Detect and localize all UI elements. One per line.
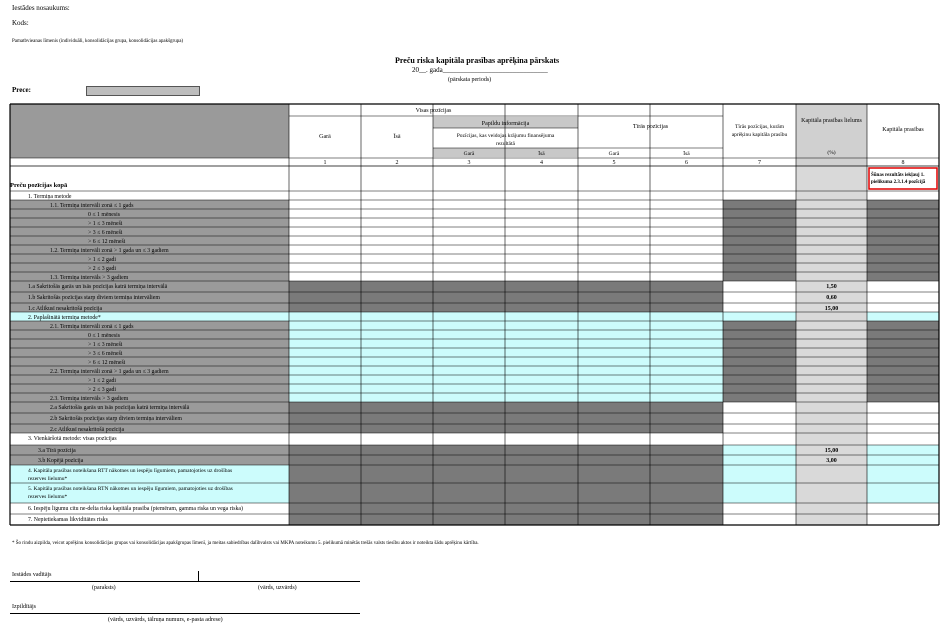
col-number: 6: [685, 160, 688, 166]
col-number: 1: [323, 160, 327, 166]
gray-block: [723, 200, 796, 281]
row-label: > 3 ≤ 6 mēneši: [88, 230, 123, 236]
rate-value: 3,00: [826, 458, 837, 464]
row-label: 1. Termiņa metode: [28, 194, 72, 200]
col-number: 4: [540, 160, 543, 166]
rate-column-body: [796, 166, 867, 525]
page-title: Preču riska kapitāla prasības aprēķina pārskats: [395, 56, 560, 65]
gray-label-fill: [10, 218, 289, 227]
gray-label-fill: [10, 357, 289, 366]
gray-block: [289, 281, 723, 312]
row-label: 2. Paplašinātā termiņa metode*: [28, 315, 101, 321]
header-label-fill: [10, 104, 289, 158]
row-label: 3.b Kopējā pozīcija: [38, 458, 84, 464]
row-label: rezerves lielumu*: [28, 476, 68, 482]
row-label: 3.a Tīrā pozīcija: [38, 448, 76, 454]
col-fin-positions-2: rezultātā: [496, 141, 515, 147]
col-net-capital-2: aprēķinu kapitāla prasību: [731, 132, 788, 138]
col-capital-requirement: Kapitāla prasības: [882, 127, 924, 133]
row-label: 2.3. Termiņa intervāls > 3 gadiem: [50, 396, 129, 402]
row-label: 1.c Atlikusī nesakritošā pozīcija: [28, 306, 103, 312]
col-number: 2: [395, 160, 399, 166]
gray-label-fill: [10, 236, 289, 245]
fin-subheader-fill: [433, 148, 578, 157]
period-line: 20__. gada______________________________: [412, 66, 548, 74]
col-fin-long: Garā: [463, 151, 475, 157]
row-label: 0 ≤ 1 mēnesis: [88, 212, 121, 218]
row-label: 5. Kapitāla prasības noteikšana RTN nākotnes un iespēju līgumiem, pamatojoties uz drošības: [28, 486, 233, 492]
gray-block: [867, 321, 939, 402]
col-capital-rate: Kapitāla prasības lielums: [801, 118, 862, 124]
row-label: > 6 ≤ 12 mēneši: [88, 360, 126, 366]
preparer-caption: (vārds, uzvārds, tālruņa numurs, e-pasta adrese): [108, 617, 223, 623]
rate-value: 15,00: [824, 448, 839, 454]
col-long: Garā: [319, 134, 331, 140]
row-label: 1.b Sakritošās pozīcijas starp diviem termiņa intervāliem: [28, 295, 160, 301]
row-label: 2.1. Termiņa intervāli zonā ≤ 1 gads: [50, 324, 134, 330]
note-box-text: Šūnas rezultāts iekļauj 1.: [871, 173, 925, 178]
basis-label: Pamatbvieanas līmenis (individuāli, konsolidācijas grupa, konsolidācijas apakšgrupa): [12, 39, 184, 44]
row-label: 2.c Atlikusī nesakritošā pozīcija: [50, 427, 125, 433]
rate-value: 0,60: [826, 295, 837, 301]
row-label: > 1 ≤ 2 gadi: [88, 378, 117, 384]
row-label: 2.a Sakritošās garās un īsās pozīcijas katrā termiņa intervālā: [50, 405, 190, 411]
signature-caption: (paraksts): [92, 585, 116, 591]
preparer-label: Izpildītājs: [12, 604, 36, 610]
row-label: rezerves lielumu*: [28, 494, 68, 500]
col-open-positions: Visas pozīcijas: [415, 108, 452, 114]
gray-block: [723, 321, 796, 402]
row-label: > 2 ≤ 3 gadi: [88, 387, 117, 393]
col-number: 3: [467, 160, 471, 166]
gray-block: [289, 402, 723, 433]
commodity-label: Prece:: [12, 86, 31, 94]
note-box: [869, 168, 937, 189]
row-label: 1.1. Termiņa intervāli zonā ≤ 1 gads: [50, 203, 134, 209]
name-caption: (vārds, uzvārds): [258, 585, 297, 591]
row-label: 4. Kapitāla prasības noteikšana RTT nākotnes un iespēju līgumiem, pamatojoties uz drošības: [28, 468, 233, 474]
institution-label: Iestādes nosaukums:: [12, 4, 70, 12]
code-label: Kods:: [12, 19, 29, 27]
row-label: > 2 ≤ 3 gadi: [88, 266, 117, 272]
col-fin-positions: Pozīcijas, kas veidojas krājumu finansējuma: [456, 133, 555, 139]
col-number: 5: [612, 160, 616, 166]
gray-label-fill: [10, 384, 289, 393]
col-number: 8: [901, 160, 905, 166]
col-net-positions: Tīrās pozīcijas: [632, 124, 669, 130]
gray-label-fill: [10, 339, 289, 348]
rate-value: 1,50: [826, 284, 837, 290]
col-net-short: Īsā: [683, 151, 690, 157]
row-label: Preču pozīcijas kopā: [10, 182, 68, 189]
gray-label-fill: [10, 330, 289, 339]
rate-value: 15,00: [824, 306, 839, 312]
row-label: 3. Vienkāršotā metode: visas pozīcijas: [28, 436, 117, 442]
gray-label-fill: [10, 348, 289, 357]
col-net-capital: Tīrās pozīcijas, kurām: [734, 124, 785, 130]
col-additional-info: Papildu informācija: [481, 121, 530, 127]
row-label: 2.b Sakritošās pozīcijas starp diviem termiņa intervāliem: [50, 416, 182, 422]
row-label: 1.a Sakritošās garās un īsās pozīcijas katrā termiņa intervālā: [28, 284, 168, 290]
row-label: > 3 ≤ 6 mēneši: [88, 351, 123, 357]
row-label: > 1 ≤ 2 gadi: [88, 257, 117, 263]
gray-label-fill: [10, 263, 289, 272]
row-label: 1.3. Termiņa intervāls > 3 gadiem: [50, 275, 129, 281]
row-label: > 1 ≤ 3 mēneši: [88, 342, 123, 348]
row-label: 0 ≤ 1 mēnesis: [88, 333, 121, 339]
head-label: Iestādes vadītājs: [12, 572, 52, 578]
gray-label-fill: [10, 209, 289, 218]
gray-block: [867, 200, 939, 281]
row-label: 1.2. Termiņa intervāli zonā > 1 gada un ≤ 3 gadiem: [50, 248, 169, 254]
col-net-long: Garā: [608, 151, 620, 157]
gray-label-fill: [10, 254, 289, 263]
gray-block: [289, 465, 723, 503]
col-number: 7: [758, 160, 761, 166]
row-label: 2.2. Termiņa intervāli zonā > 1 gada un ≤ 3 gadiem: [50, 369, 169, 375]
gray-label-fill: [10, 375, 289, 384]
footnote: * Šo rindu aizpilda, veicot aprēķinu konsolidācijas grupas vai konsolidācijas apakšgrupas līmenī, ja meitas sabiedrības dalībvalsts vai MKPA noteikumu 5. pielikumā minētās trešās valsts tiesību aktos ir noteikta šādu aprēķinu kārtība.: [12, 541, 479, 546]
col-percent: (%): [827, 150, 836, 156]
period-caption: (pārskata periods): [448, 77, 492, 83]
col-fin-short: Īsā: [538, 151, 545, 157]
col-short: Īsā: [393, 134, 401, 140]
gray-label-fill: [10, 227, 289, 236]
row-label: > 1 ≤ 3 mēneši: [88, 221, 123, 227]
row-label: 7. Nepietiekamas likviditātes risks: [28, 517, 108, 523]
row-label: > 6 ≤ 12 mēneši: [88, 239, 126, 245]
note-box-text: pielikuma 2.3.1.4 pozīcijā: [871, 180, 926, 185]
row-label: 6. Iespēju līgumu citu ne-delta riska kapitāla prasība (piemēram, gamma riska un vega riska): [28, 506, 243, 512]
